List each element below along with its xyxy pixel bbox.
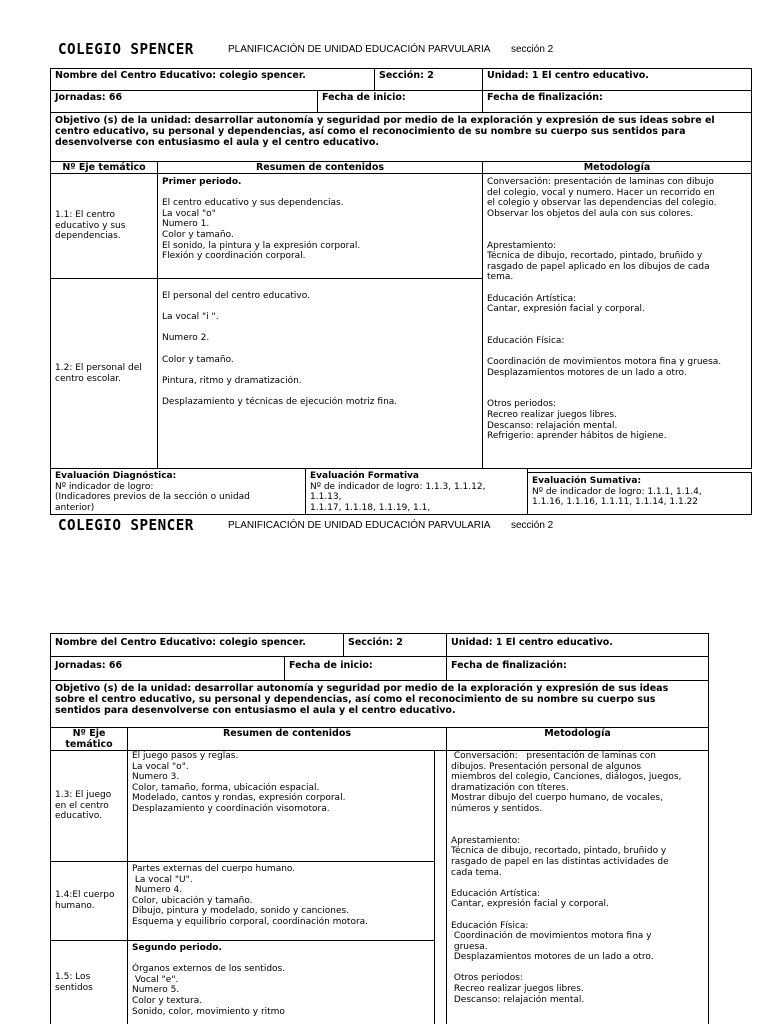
content-line	[162, 344, 478, 355]
content-line: Órganos externos de los sentidos.	[132, 964, 286, 975]
content-line: Vocal "e".	[132, 974, 179, 985]
content-line: Modelado, cantos y rondas, expresión corporal.	[132, 793, 346, 804]
methodology-line: Recreo realizar juegos libres.	[451, 984, 584, 995]
evaluation-line: Nº indicador de logro:	[55, 481, 154, 492]
theme-line: 1.4:El cuerpo	[55, 890, 115, 901]
methodology-line: Mostrar dibujo del cuerpo humano, de vocales,	[451, 793, 663, 804]
methodology-line: rasgado de papel aplicado en los dibujos de cada	[487, 261, 710, 272]
methodology-line: dibujos. Presentación personal de algunos	[451, 761, 642, 772]
days-cell: Jornadas: 66	[50, 90, 318, 113]
methodology-line: del colegio, vocal y numero. Hacer un recorrido en	[487, 187, 715, 198]
methodology-line: Refrigerio: aprender hábitos de higiene.	[487, 431, 667, 442]
section-label: sección 2	[511, 44, 554, 55]
summative-evaluation-cell	[527, 472, 752, 515]
theme-line: educativo y sus	[55, 220, 126, 231]
methodology-line: Desplazamientos motores de un lado a otro.	[451, 952, 654, 963]
methodology-line	[451, 878, 704, 889]
content-line	[162, 365, 478, 376]
document-title: PLANIFICACIÓN DE UNIDAD EDUCACIÓN PARVULARIA	[228, 44, 491, 55]
content-line	[162, 386, 478, 397]
section-cell: Sección: 2	[343, 633, 447, 657]
school-logo: COLEGIO SPENCER	[58, 40, 194, 58]
content-line: Sonido, color, movimiento y ritmo	[132, 1006, 285, 1017]
page-header	[0, 516, 768, 536]
theme-cell	[50, 750, 128, 862]
content-line: La vocal "i ".	[162, 312, 219, 323]
methodology-line: Aprestamiento:	[451, 835, 521, 846]
evaluation-line: anterior)	[55, 502, 95, 513]
methodology-line: Educación Artística:	[487, 293, 577, 304]
methodology-line	[451, 815, 704, 826]
col-header-resumen: Resumen de contenidos	[157, 161, 483, 174]
theme-line: humano.	[55, 901, 95, 911]
methodology-line: Coordinación de movimientos motora fina y	[451, 931, 652, 942]
evaluation-line: Nº de indicador de logro: 1.1.3, 1.1.12,	[310, 481, 486, 492]
methodology-line	[487, 347, 747, 358]
methodology-line: rasgado de papel en las distintas actividades de	[451, 856, 669, 867]
document-title: PLANIFICACIÓN DE UNIDAD EDUCACIÓN PARVULARIA	[228, 520, 491, 531]
content-line: La vocal "o".	[132, 761, 189, 772]
content-line: Color, ubicación y tamaño.	[132, 895, 253, 906]
col-header-line: temático	[65, 739, 113, 750]
page-header	[0, 40, 768, 60]
objective-line: centro educativo, su personal y dependencias, así como el reconocimiento de su nombre su cuerpo sus sentidos para	[55, 126, 686, 137]
theme-line: 1.1: El centro	[55, 210, 115, 221]
methodology-line: el colegio y observar las dependencias del colegio.	[487, 198, 717, 209]
methodology-line: miembros del colegio, Canciones, diálogos, juegos,	[451, 772, 682, 783]
objective-line: sentidos para desenvolverse con entusiasmo el aula y el centro educativo.	[55, 705, 456, 716]
content-summary-cell	[157, 278, 483, 469]
evaluation-title: Evaluación Sumativa:	[532, 476, 642, 486]
methodology-cell	[482, 173, 752, 469]
methodology-line: Desplazamientos motores de un lado a otro.	[487, 367, 687, 378]
content-summary-cell	[127, 750, 435, 862]
col-header-line: Nº Eje	[72, 728, 106, 739]
content-line: Numero 3.	[132, 772, 180, 783]
theme-cell	[50, 940, 128, 1024]
content-line: Color y tamaño.	[162, 354, 234, 365]
col-header-eje: Nº Eje temático	[50, 161, 158, 174]
content-line: Dibujo, pintura y modelado, sonido y canciones.	[132, 906, 350, 917]
content-line: El personal del centro educativo.	[162, 291, 310, 301]
content-line: Numero 4.	[132, 885, 183, 896]
evaluation-line: Nº de indicador de logro: 1.1.1, 1.1.4,	[532, 486, 702, 497]
content-summary-cell	[157, 173, 483, 279]
content-summary-cell	[127, 940, 435, 1024]
col-header-eje	[50, 727, 128, 751]
theme-line: 1.2: El personal del	[55, 362, 142, 373]
content-line: El juego pasos y reglas.	[132, 751, 239, 761]
col-header-metodologia: Metodología	[446, 727, 709, 751]
methodology-line: Aprestamiento:	[487, 240, 557, 251]
theme-line: en el centro	[55, 800, 109, 811]
end-date-cell: Fecha de finalización:	[446, 656, 709, 681]
content-line: Esquema y equilibrio corporal, coordinación motora.	[132, 916, 369, 927]
methodology-line: Cantar, expresión facial y corporal.	[451, 899, 609, 910]
objective-line: sobre el centro educativo, su personal y dependencias, así como el reconocimiento de su nombre su cuerpo sus	[55, 694, 656, 705]
evaluation-line: (Indicadores previos de la sección o unidad	[55, 492, 250, 503]
unit-cell: Unidad: 1 El centro educativo.	[446, 633, 709, 657]
objective-line: Objetivo (s) de la unidad: desarrollar autonomía y seguridad por medio de la exploración y expresión de sus ideas sobre el	[55, 115, 715, 126]
content-line: El centro educativo y sus dependencias.	[162, 198, 344, 209]
methodology-line: Educación Artística:	[451, 888, 541, 899]
methodology-line: Otros periodos:	[487, 399, 557, 410]
theme-line: sentidos	[55, 982, 93, 993]
theme-line: centro escolar.	[55, 373, 122, 384]
school-name-cell: Nombre del Centro Educativo: colegio spencer.	[50, 68, 375, 91]
theme-cell	[50, 278, 158, 469]
content-line: Color y textura.	[132, 995, 203, 1006]
methodology-line	[487, 378, 747, 389]
methodology-cell	[446, 750, 709, 1024]
start-date-cell: Fecha de inicio:	[317, 90, 483, 113]
methodology-line: dramatización con títeres.	[451, 782, 569, 793]
section-label: sección 2	[511, 520, 554, 531]
methodology-line	[451, 963, 704, 974]
school-name-cell: Nombre del Centro Educativo: colegio spencer.	[50, 633, 344, 657]
methodology-line	[487, 325, 747, 336]
content-line: Color y tamaño.	[162, 229, 234, 240]
content-line: Desplazamiento y técnicas de ejecución motriz fina.	[162, 396, 398, 407]
methodology-line	[487, 230, 747, 241]
objective-line: Objetivo (s) de la unidad: desarrollar autonomía y seguridad por medio de la exploración y expresión de sus ideas	[55, 683, 669, 694]
methodology-line: tema.	[487, 272, 514, 283]
content-line	[162, 188, 478, 199]
content-line: El sonido, la pintura y la expresión corporal.	[162, 240, 361, 251]
methodology-line: Observar los objetos del aula con sus colores.	[487, 208, 694, 219]
methodology-line	[487, 315, 747, 326]
methodology-line: Descanso: relajación mental.	[487, 420, 618, 431]
methodology-line	[487, 389, 747, 400]
objective-line: desenvolverse con entusiasmo el aula y el centro educativo.	[55, 137, 379, 148]
theme-cell	[50, 173, 158, 279]
objective-cell	[50, 112, 752, 162]
content-line: Pintura, ritmo y dramatización.	[162, 375, 302, 386]
evaluation-line: 1.1.13,	[310, 492, 342, 503]
methodology-line: Conversación: presentación de laminas con	[451, 751, 656, 761]
methodology-line: gruesa.	[451, 941, 488, 952]
content-line	[162, 302, 478, 313]
content-line: Partes externas del cuerpo humano.	[132, 864, 296, 874]
content-summary-cell	[127, 861, 435, 941]
col-header-resumen: Resumen de contenidos	[127, 727, 447, 751]
content-line: Desplazamiento y coordinación visomotora.	[132, 803, 330, 814]
methodology-line: Educación Física:	[451, 920, 529, 931]
content-line: Numero 1.	[162, 219, 210, 230]
theme-line: educativo.	[55, 811, 102, 822]
content-line: La vocal "o"	[162, 208, 216, 219]
methodology-line	[451, 910, 704, 921]
theme-line: 1.5: Los	[55, 971, 91, 982]
section-cell: Sección: 2	[374, 68, 483, 91]
methodology-line: Descanso: relajación mental.	[451, 994, 585, 1005]
evaluation-title: Evaluación Diagnóstica:	[55, 471, 177, 481]
formative-evaluation-cell	[305, 468, 528, 515]
unit-cell: Unidad: 1 El centro educativo.	[482, 68, 752, 91]
theme-line: 1.3: El juego	[55, 790, 112, 801]
objective-cell	[50, 680, 709, 728]
evaluation-line: 1.1.16, 1.1.16, 1.1.11, 1.1.14, 1.1.22	[532, 497, 699, 508]
content-line	[132, 954, 430, 965]
days-cell: Jornadas: 66	[50, 656, 285, 681]
start-date-cell: Fecha de inicio:	[284, 656, 447, 681]
period-title: Segundo periodo.	[132, 943, 222, 953]
content-line: Numero 5.	[132, 985, 180, 996]
methodology-line: Recreo realizar juegos libres.	[487, 410, 617, 421]
diagnostic-evaluation-cell	[50, 468, 306, 515]
period-title: Primer periodo.	[162, 177, 242, 187]
methodology-line	[487, 283, 747, 294]
content-line: La vocal "U".	[132, 874, 193, 885]
end-date-cell: Fecha de finalización:	[482, 90, 752, 113]
methodology-line: Técnica de dibujo, recortado, pintado, bruñido y	[487, 251, 703, 262]
evaluation-title: Evaluación Formativa	[310, 471, 419, 481]
content-line: Color, tamaño, forma, ubicación espacial.	[132, 782, 320, 793]
content-line: Flexión y coordinación corporal.	[162, 251, 306, 262]
col-header-metodologia: Metodología	[482, 161, 752, 174]
methodology-line: Coordinación de movimientos motora fina y gruesa.	[487, 357, 722, 368]
methodology-line: Conversación: presentación de laminas con dibujo	[487, 177, 714, 187]
content-line	[162, 323, 478, 334]
methodology-line: Cantar, expresión facial y corporal.	[487, 304, 645, 315]
theme-line: dependencias.	[55, 231, 121, 242]
methodology-line: números y sentidos.	[451, 803, 543, 814]
methodology-line	[487, 219, 747, 230]
methodology-line: cada tema.	[451, 867, 502, 878]
evaluation-line: 1.1.17, 1.1.18, 1.1.19, 1.1,	[310, 502, 431, 513]
theme-cell	[50, 861, 128, 941]
content-line: Numero 2.	[162, 333, 210, 344]
methodology-line: Otros periodos:	[451, 973, 523, 984]
methodology-line: Educación Física:	[487, 335, 565, 346]
methodology-line	[451, 825, 704, 836]
school-logo: COLEGIO SPENCER	[58, 516, 194, 534]
methodology-line: Técnica de dibujo, recortado, pintado, bruñido y	[451, 846, 667, 857]
